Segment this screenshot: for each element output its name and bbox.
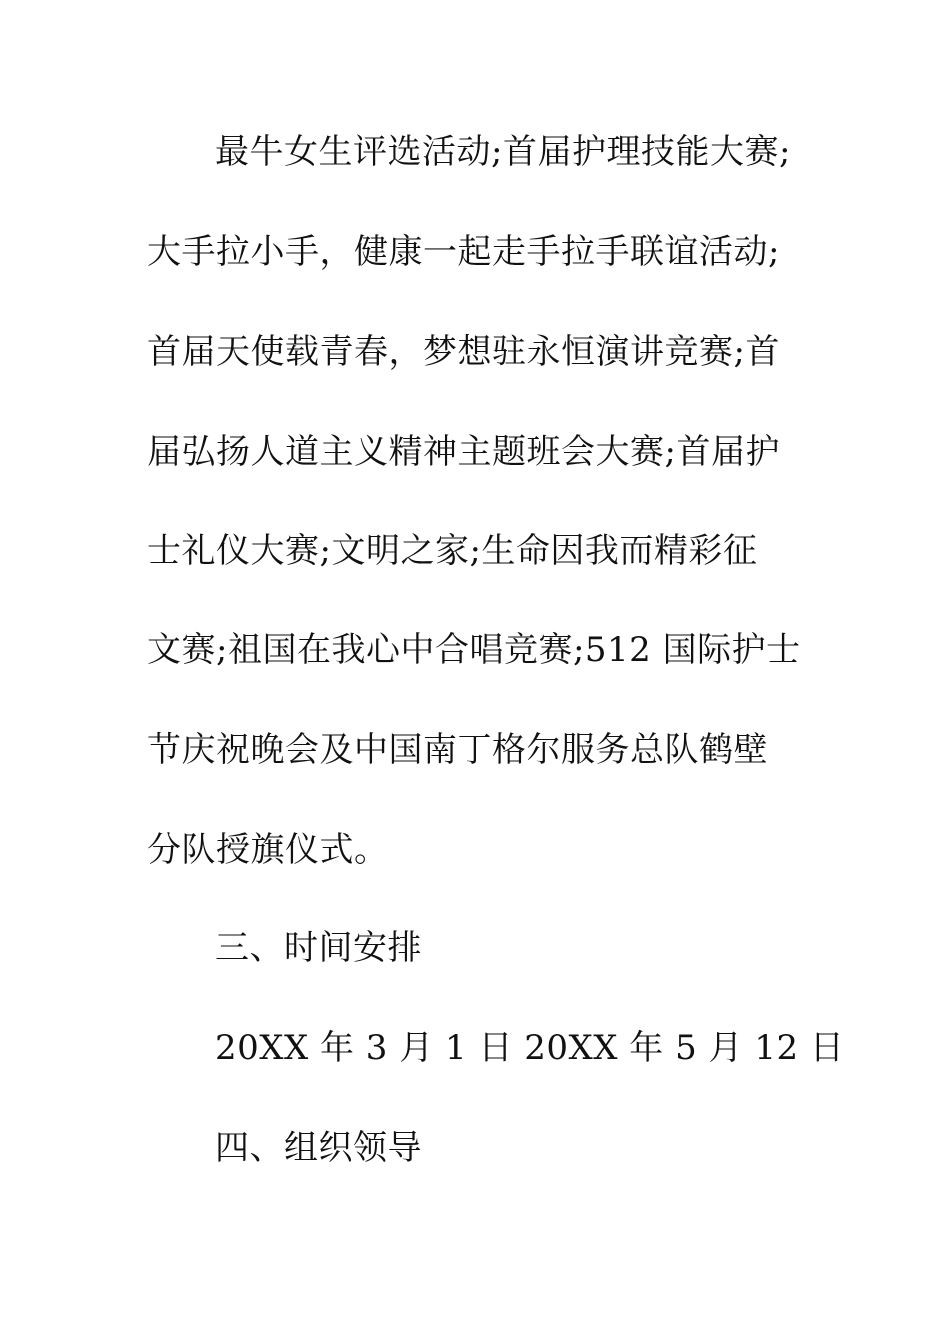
paragraph-line-4: 届弘扬人道主义精神主题班会大赛;首届护 bbox=[147, 432, 780, 472]
schedule-dates: 20XX 年 3 月 1 日 20XX 年 5 月 12 日 bbox=[215, 1028, 845, 1068]
paragraph-line-1: 最牛女生评选活动;首届护理技能大赛; bbox=[215, 132, 791, 172]
section-heading-schedule: 三、时间安排 bbox=[215, 928, 422, 968]
paragraph-line-8: 分队授旗仪式。 bbox=[147, 830, 389, 870]
paragraph-line-3: 首届天使载青春，梦想驻永恒演讲竞赛;首 bbox=[147, 332, 780, 372]
section-heading-organization: 四、组织领导 bbox=[215, 1128, 422, 1168]
paragraph-line-5: 士礼仪大赛;文明之家;生命因我而精彩征 bbox=[147, 531, 758, 571]
paragraph-line-7: 节庆祝晚会及中国南丁格尔服务总队鹤壁 bbox=[147, 730, 768, 770]
paragraph-line-6: 文赛;祖国在我心中合唱竞赛;512 国际护士 bbox=[147, 630, 801, 670]
paragraph-line-2: 大手拉小手，健康一起走手拉手联谊活动; bbox=[147, 232, 780, 272]
